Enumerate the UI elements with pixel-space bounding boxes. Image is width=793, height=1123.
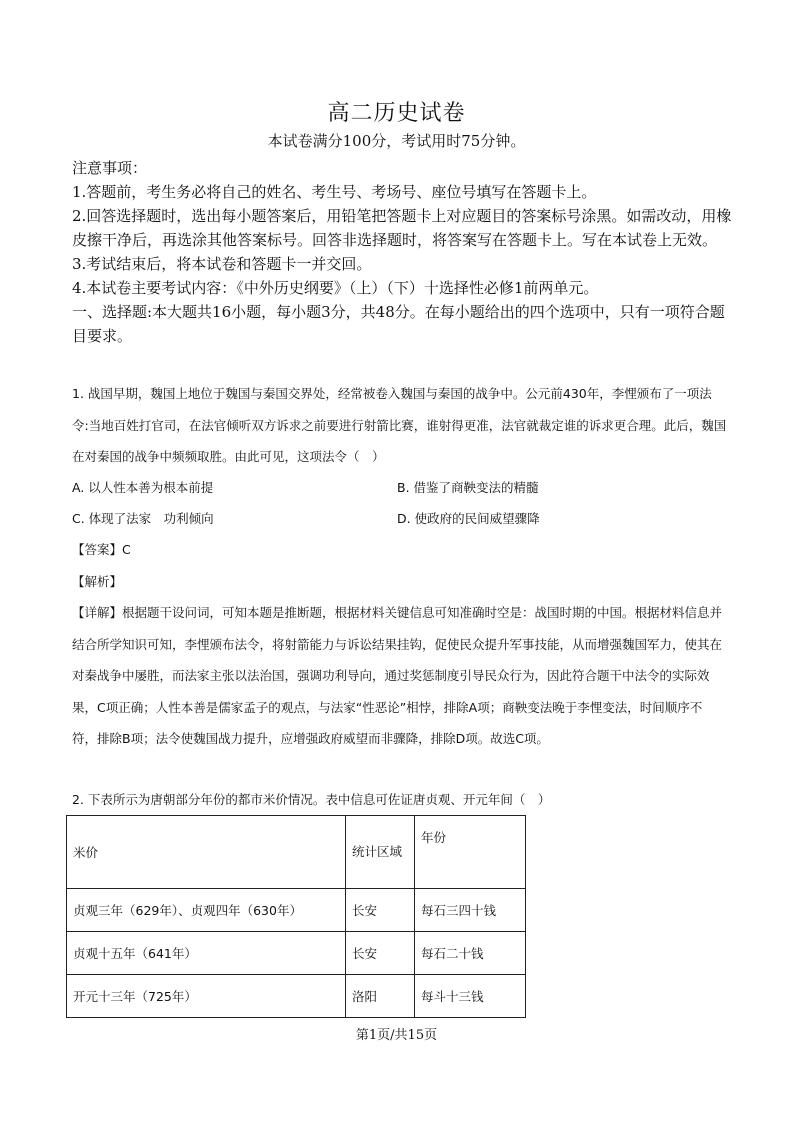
cell-price: 每石三四十钱 [415,889,526,932]
header-cell-price: 米价 [67,816,346,889]
option-c: C. 体现了法家 功利倾向 [72,511,214,526]
note-item: 1.答题前，考生务必将自己的姓名、考生号、考场号、座位号填写在答题卡上。 [72,183,597,201]
header-cell-region: 统计区域 [346,816,415,889]
question-1-solution [72,534,727,755]
exam-title: 高二历史试卷 [327,101,466,126]
section-heading: 一、选择题:本大题共16小题，每小题3分，共48分。在每小题给出的四个选项中，只有一项符合题目要求。 [72,303,725,345]
detail-text: 【详解】根据题干设问词，可知本题是推断题，根据材料关键信息可知准确时空是：战国时期的中国。根据材料信息并结合所学知识可知，李悝颁布法令，将射箭能力与诉讼结果挂钩，促使民众提升军事技能，从而增强魏国军力，使其在对秦战争中屡胜，而法家主张以法治国，强调功利导向，通过奖惩制度引导民众行为，因此符合题干中法令的实际效果，C项正确；人性本善是儒家孟子的观点，与法家“性恶论”相悖，排除A项；商鞅变法晚于李悝变法，时间顺序不符，排除B项；法令使魏国战力提升，应增强政府威望而非骤降，排除D项。故选C项。 [72,605,723,746]
cell-place: 洛阳 [346,975,415,1018]
cell-place: 长安 [346,889,415,932]
cell-place: 长安 [346,932,415,975]
table-row [67,889,526,932]
table-row [67,975,526,1018]
page-footer: 第1页/共15页 [355,1028,438,1043]
option-b: B. 借鉴了商鞅变法的精髓 [397,480,539,495]
note-item: 3.考试结束后，将本试卷和答题卡一并交回。 [72,255,372,273]
note-item: 4.本试卷主要考试内容：《中外历史纲要》（上）（下）十选择性必修1前两单元。 [72,279,599,297]
cell-price: 每石二十钱 [415,932,526,975]
answer-label: 【答案】C [72,542,131,557]
analysis-label: 【解析】 [72,573,123,589]
notes-section [72,156,732,348]
option-d: D. 使政府的民间威望骤降 [397,511,540,526]
cell-year: 开元十三年（725年） [67,975,346,1018]
question-1-options [72,472,722,534]
rice-price-table [66,815,526,1018]
table-header-row [67,816,526,889]
header-cell-year: 年份 [415,816,526,889]
question-2-stem: 2. 下表所示为唐朝部分年份的都市米价情况。表中信息可佐证唐贞观、开元年间（ ） [72,792,551,807]
question-1-stem: 1. 战国早期，魏国上地位于魏国与秦国交界处，经常被卷入魏国与秦国的战争中。公元前430年，李悝颁布了一项法令:当地百姓打官司，在法官倾听双方诉求之前要进行射箭比赛，谁射得更准，法官就裁定谁的诉求更合理。此后，魏国在对秦国的战争中频频取胜。由此可见，这项法令（ ） [72,386,727,464]
option-a: A. 以人性本善为根本前提 [72,480,214,495]
cell-price: 每斗十三钱 [415,975,526,1018]
notes-heading: 注意事项： [72,159,148,177]
exam-subtitle: 本试卷满分100分，考试用时75分钟。 [267,132,526,150]
table-row [67,932,526,975]
question-2 [72,784,727,816]
question-1 [72,378,727,473]
cell-year: 贞观三年（629年）、贞观四年（630年） [67,889,346,932]
note-item: 2.回答选择题时，选出每小题答案后，用铅笔把答题卡上对应题目的答案标号涂黑。如需改动，用橡皮擦干净后，再选涂其他答案标号。回答非选择题时，将答案写在答题卡上。写在本试卷上无效。 [72,207,732,249]
cell-year: 贞观十五年（641年） [67,932,346,975]
